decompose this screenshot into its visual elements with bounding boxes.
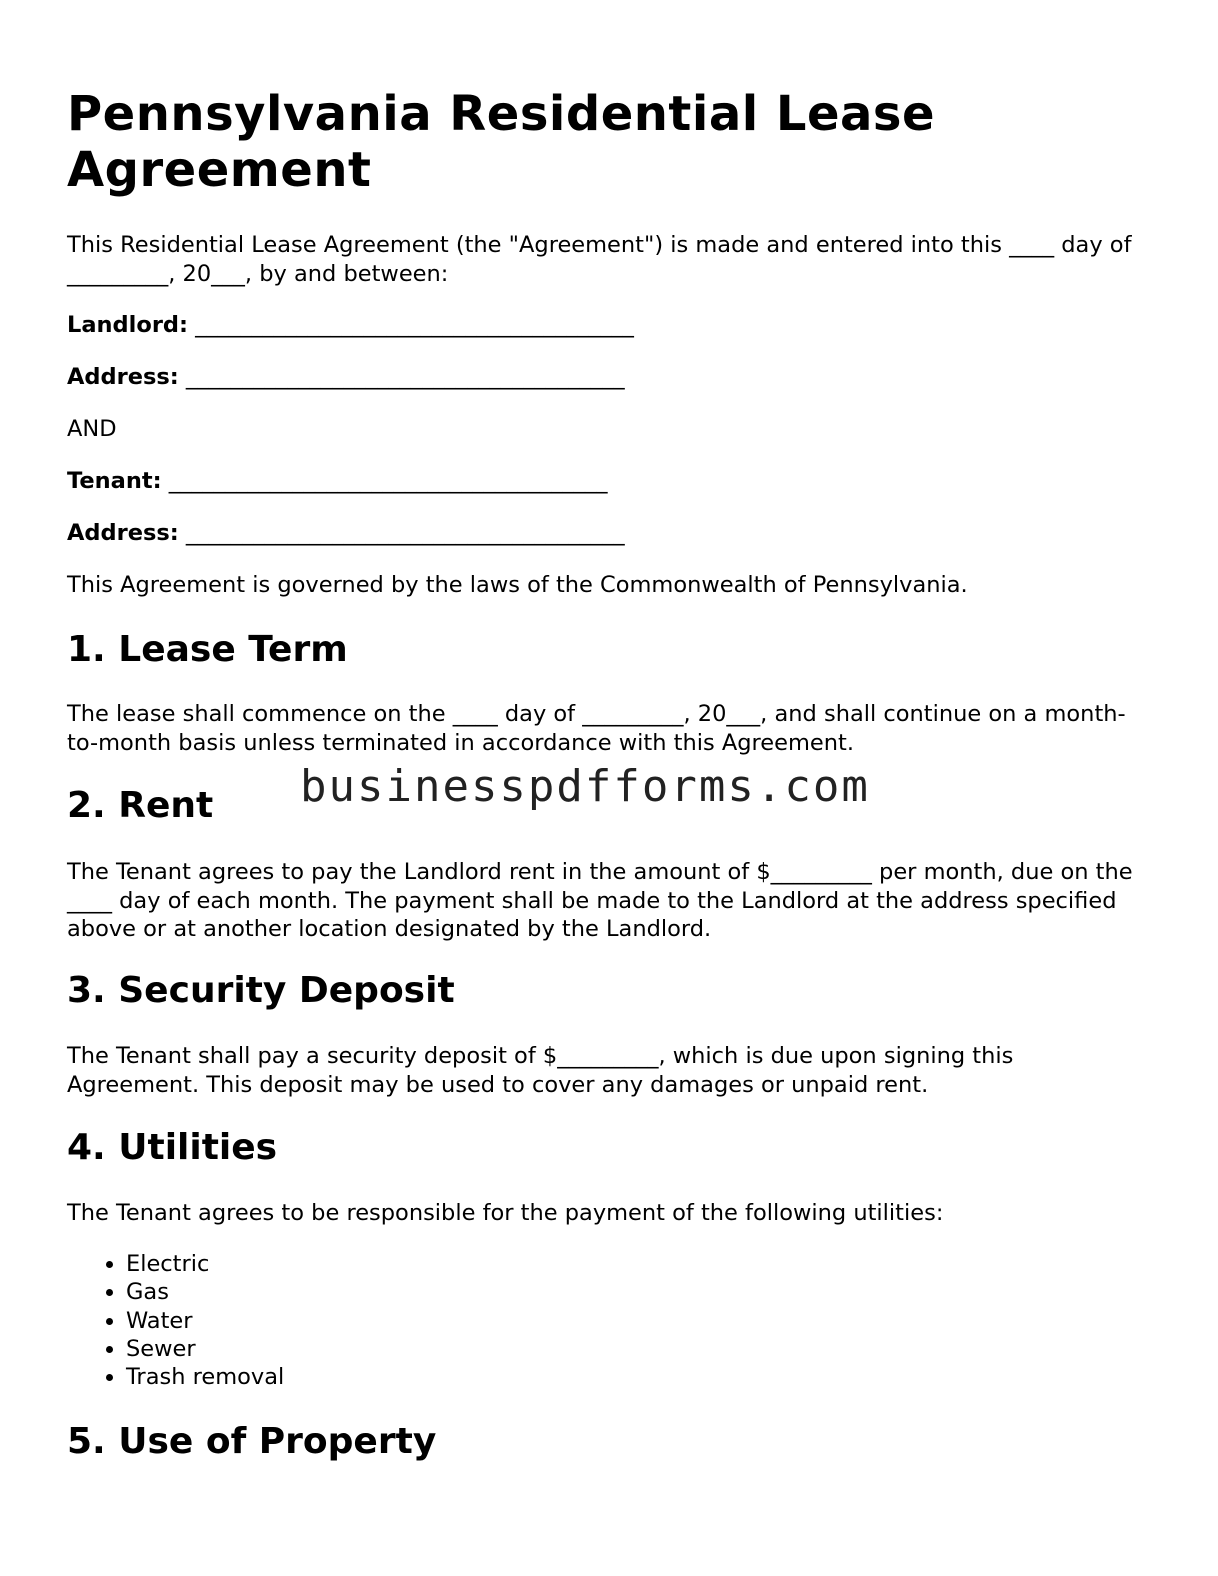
- tenant-label: Tenant:: [67, 468, 162, 494]
- section-body-lease-term: The lease shall commence on the ____ day of _________, 20___, and shall continue on a month-to-month basis unless terminated in accordance with this Agreement.: [67, 701, 1126, 756]
- utilities-list: [67, 1250, 284, 1391]
- list-item: • Water: [126, 1307, 284, 1335]
- list-item: • Trash removal: [126, 1363, 284, 1391]
- landlord-blank: _______________________________________: [195, 312, 634, 338]
- tenant-address-field: [67, 519, 1152, 548]
- section-body-utilities: The Tenant agrees to be responsible for the payment of the following utilities:: [67, 1200, 944, 1226]
- section-heading-utilities: 4. Utilities: [67, 1127, 278, 1168]
- section-heading-use-of-property: 5. Use of Property: [67, 1421, 437, 1462]
- tenant-address-label: Address:: [67, 520, 179, 546]
- section-heading-rent: 2. Rent: [67, 785, 214, 826]
- watermark-text: businesspdfforms.com: [300, 761, 870, 812]
- landlord-address-field: [67, 363, 1152, 392]
- tenant-blank: _______________________________________: [168, 468, 608, 494]
- tenant-field: [67, 467, 1152, 496]
- intro-paragraph: This Residential Lease Agreement (the "Agreement") is made and entered into this ____ day of _________, 20___, by and between:: [67, 232, 1132, 287]
- tenant-address-blank: _______________________________________: [185, 520, 625, 546]
- section-body-security-deposit: The Tenant shall pay a security deposit of $_________, which is due upon signing this Agreement. This deposit may be used to cover any damages or unpaid rent.: [67, 1043, 1014, 1098]
- landlord-field: [67, 311, 1152, 340]
- list-item: • Sewer: [126, 1335, 284, 1363]
- list-item: • Gas: [126, 1278, 284, 1306]
- landlord-label: Landlord:: [67, 312, 189, 338]
- document-title: Pennsylvania Residential Lease Agreement: [67, 86, 936, 198]
- landlord-address-label: Address:: [67, 364, 179, 390]
- governing-law-text: This Agreement is governed by the laws of the Commonwealth of Pennsylvania.: [67, 572, 968, 598]
- and-text: AND: [67, 416, 117, 442]
- landlord-address-blank: _______________________________________: [185, 364, 625, 390]
- section-heading-security-deposit: 3. Security Deposit: [67, 970, 455, 1011]
- list-item: • Electric: [126, 1250, 284, 1278]
- section-body-rent: The Tenant agrees to pay the Landlord rent in the amount of $_________ per month, due on the ____ day of each month. The payment shall be made to the Landlord at the address specified above or at another location designated by the Landlord.: [67, 859, 1133, 942]
- section-heading-lease-term: 1. Lease Term: [67, 629, 348, 670]
